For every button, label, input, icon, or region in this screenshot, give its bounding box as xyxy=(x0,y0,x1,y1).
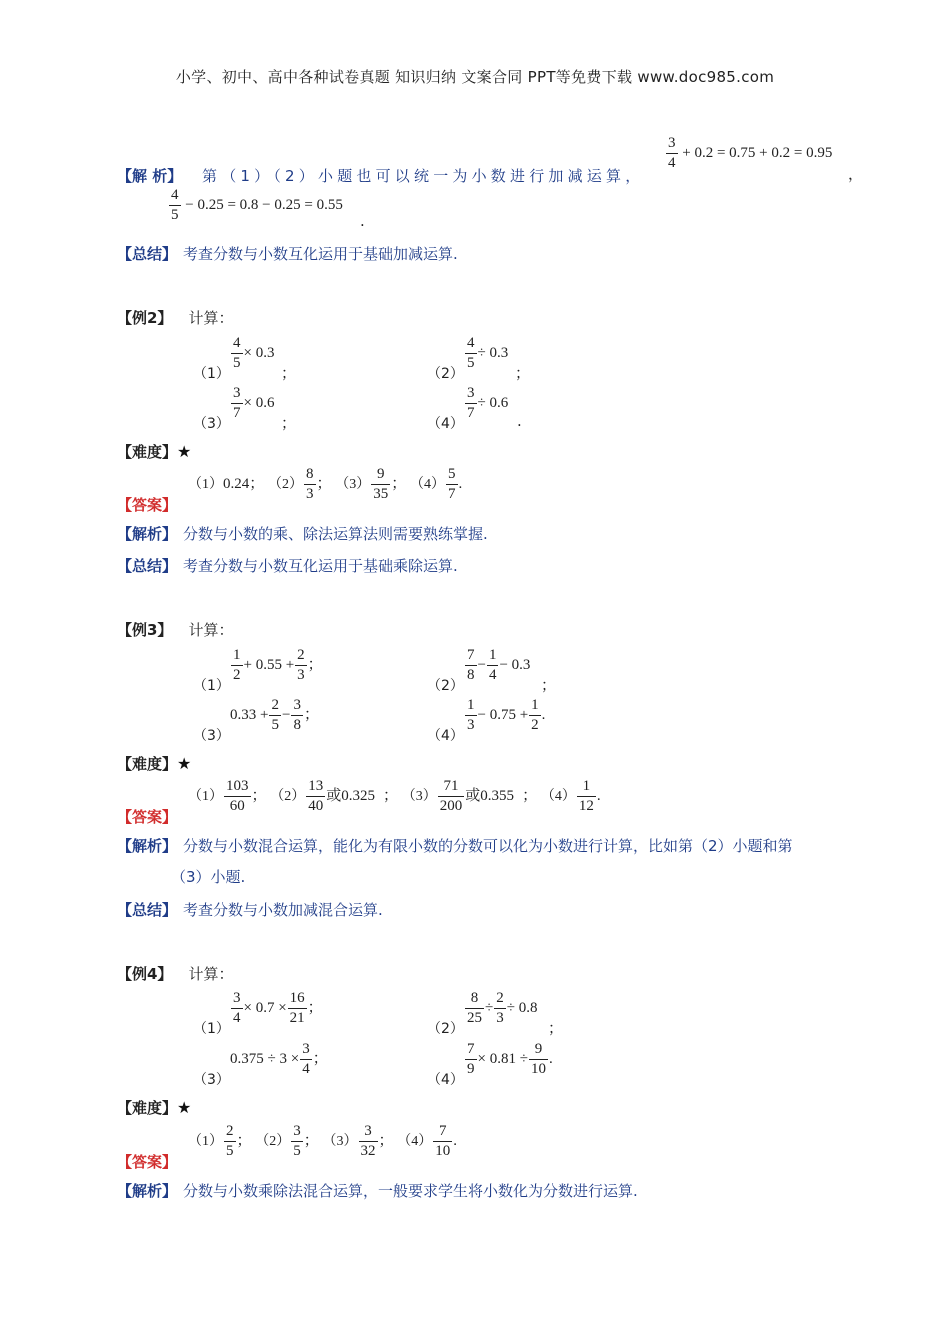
analysis-text-line1: 分数与小数混合运算，能化为有限小数的分数可以化为小数进行计算，比如第（2）小题和第 xyxy=(183,837,793,855)
fraction: $\frac{7}{8}$ xyxy=(467,647,475,683)
analysis-label: 【解析】 xyxy=(117,837,178,855)
analysis-text: 分数与小数乘除法混合运算，一般要求学生将小数化为分数进行运算. xyxy=(183,1182,638,1200)
comma: ， xyxy=(848,165,864,183)
ex2-problem-4: $\frac{3}{7}$ ÷ 0.6 xyxy=(467,385,509,421)
fraction: $\frac{3}{7}$ xyxy=(233,385,241,421)
fraction: $\frac{71}{200}$ xyxy=(439,778,463,814)
summary-text: 考查分数与小数互化运用于基础加减运算. xyxy=(183,245,458,263)
ex2-problem-3: $\frac{3}{7}$ × 0.6 xyxy=(233,385,275,421)
semicolon: ； xyxy=(548,1019,564,1037)
fraction: $\frac{8}{25}$ xyxy=(467,990,482,1026)
summary-label: 【总结】 xyxy=(117,901,178,919)
star-icon: ★ xyxy=(177,442,192,461)
item-label: （1） xyxy=(193,366,230,382)
summary-label: 【总结】 xyxy=(117,245,178,263)
fraction: $\frac{1}{2}$ xyxy=(531,697,539,733)
page-header: 小学、初中、高中各种试卷真题 知识归纳 文案合同 PPT等免费下载 www.doc985.com xyxy=(175,68,775,86)
fraction: $\frac{103}{60}$ xyxy=(226,778,249,814)
star-icon: ★ xyxy=(177,1098,192,1117)
item-label: （4） xyxy=(427,728,464,744)
answer-label: 【答案】 xyxy=(117,496,178,514)
fraction: $\frac{1}{12}$ xyxy=(578,778,594,814)
ex3-problem-1: $\frac{1}{2}$ + 0.55 + $\frac{2}{3}$ ； xyxy=(233,647,323,683)
fraction: $\frac{5}{7}$ xyxy=(448,466,456,502)
summary-text: 考查分数与小数互化运用于基础乘除运算. xyxy=(183,557,458,575)
fraction: $\frac{13}{40}$ xyxy=(308,778,324,814)
ex3-answers: （1） $\frac{103}{60}$ ； （2） $\frac{13}{40}$ 或0.325 ； （3） $\frac{71}{200}$ 或0.355 ； （4） $\frac{1}{12}$ . xyxy=(188,778,601,814)
analysis-text: 分数与小数的乘、除法运算法则需要熟练掌握. xyxy=(183,525,488,543)
ex4-answers: （1） $\frac{2}{5}$ ； （2） $\frac{3}{5}$ ； （3） $\frac{3}{32}$ ； （4） $\frac{7}{10}$ . xyxy=(188,1123,458,1159)
fraction: $\frac{16}{21}$ xyxy=(289,990,305,1026)
item-label: （2） xyxy=(427,366,464,382)
difficulty: 【难度】★ xyxy=(117,1098,192,1117)
example-3-heading: 【例3】 计算： xyxy=(117,621,234,639)
ex4-problem-4: $\frac{7}{9}$ × 0.81 ÷ $\frac{9}{10}$ . xyxy=(467,1041,553,1077)
semicolon: ； xyxy=(281,414,297,432)
analysis-text-line2: （3）小题. xyxy=(171,868,246,886)
analysis-label: 【解析】 xyxy=(117,1182,178,1200)
period: . xyxy=(360,212,365,230)
equation-2: $\frac{4}{5}$ − 0.25 = 0.8 − 0.25 = 0.55 xyxy=(171,187,343,223)
equation-1: $\frac{3}{4}$ + 0.2 = 0.75 + 0.2 = 0.95 xyxy=(668,135,833,171)
fraction: $\frac{2}{3}$ xyxy=(496,990,504,1026)
fraction: $\frac{8}{3}$ xyxy=(306,466,314,502)
example-2-heading: 【例2】 计算： xyxy=(117,309,234,327)
ex4-problem-2: $\frac{8}{25}$ ÷ $\frac{2}{3}$ ÷ 0.8 xyxy=(467,990,538,1026)
fraction: $\frac{3}{4}$ xyxy=(233,990,241,1026)
fraction: $\frac{4}{5}$ xyxy=(171,187,179,223)
fraction: $\frac{3}{5}$ xyxy=(293,1123,301,1159)
item-label: （3） xyxy=(193,416,230,432)
answer-label: 【答案】 xyxy=(117,1153,178,1171)
analysis-text: 第（1）（2）小题也可以统一为小数进行加减运算， xyxy=(202,167,645,185)
item-label: （2） xyxy=(427,678,464,694)
fraction: $\frac{4}{5}$ xyxy=(467,335,475,371)
item-label: （3） xyxy=(193,1072,230,1088)
difficulty: 【难度】★ xyxy=(117,754,192,773)
fraction: $\frac{2}{5}$ xyxy=(271,697,279,733)
ex2-answers: （1）0.24； （2） $\frac{8}{3}$ ； （3） $\frac{9}{35}$ ； （4） $\frac{5}{7}$ . xyxy=(188,466,463,502)
fraction: $\frac{3}{4}$ xyxy=(302,1041,310,1077)
fraction: $\frac{3}{4}$ xyxy=(668,135,676,171)
summary-text: 考查分数与小数加减混合运算. xyxy=(183,901,383,919)
example-4-heading: 【例4】 计算： xyxy=(117,965,234,983)
fraction: $\frac{3}{7}$ xyxy=(467,385,475,421)
summary-label: 【总结】 xyxy=(117,557,178,575)
item-label: （2） xyxy=(427,1021,464,1037)
fraction: $\frac{1}{4}$ xyxy=(488,647,497,683)
fraction: $\frac{9}{10}$ xyxy=(530,1041,546,1077)
item-label: （1） xyxy=(193,1021,230,1037)
answer-label: 【答案】 xyxy=(117,808,178,826)
ex3-problem-2: $\frac{7}{8}$ − $\frac{1}{4}$ − 0.3 xyxy=(467,647,531,683)
analysis-label: 【解析】 xyxy=(117,525,178,543)
star-icon: ★ xyxy=(177,754,192,773)
item-label: （4） xyxy=(427,1072,464,1088)
item-label: （1） xyxy=(193,678,230,694)
fraction: $\frac{3}{32}$ xyxy=(360,1123,376,1159)
fraction: $\frac{9}{35}$ xyxy=(373,466,389,502)
item-label: （3） xyxy=(193,728,230,744)
ex4-problem-3: 0.375 ÷ 3 × $\frac{3}{4}$ ； xyxy=(230,1041,328,1077)
item-label: （4） xyxy=(427,416,464,432)
fraction: $\frac{7}{9}$ xyxy=(467,1041,475,1077)
fraction: $\frac{1}{2}$ xyxy=(233,647,241,683)
period: . xyxy=(517,412,522,430)
fraction: $\frac{1}{3}$ xyxy=(467,697,475,733)
fraction: $\frac{3}{8}$ xyxy=(293,697,301,733)
ex2-problem-2: $\frac{4}{5}$ ÷ 0.3 xyxy=(467,335,509,371)
ex3-problem-4: $\frac{1}{3}$ − 0.75 + $\frac{1}{2}$ . xyxy=(467,697,546,733)
ex2-problem-1: $\frac{4}{5}$ × 0.3 xyxy=(233,335,275,371)
fraction: $\frac{4}{5}$ xyxy=(233,335,241,371)
analysis-label: 【解 析】 xyxy=(117,167,183,185)
fraction: $\frac{7}{10}$ xyxy=(435,1123,451,1159)
fraction: $\frac{2}{3}$ xyxy=(297,647,305,683)
semicolon: ； xyxy=(515,364,531,382)
semicolon: ； xyxy=(541,676,557,694)
semicolon: ； xyxy=(281,364,297,382)
fraction: $\frac{2}{5}$ xyxy=(226,1123,234,1159)
ex3-problem-3: 0.33 + $\frac{2}{5}$ − $\frac{3}{8}$ ； xyxy=(230,697,319,733)
difficulty: 【难度】★ xyxy=(117,442,192,461)
ex4-problem-1: $\frac{3}{4}$ × 0.7 × $\frac{16}{21}$ ； xyxy=(233,990,323,1026)
